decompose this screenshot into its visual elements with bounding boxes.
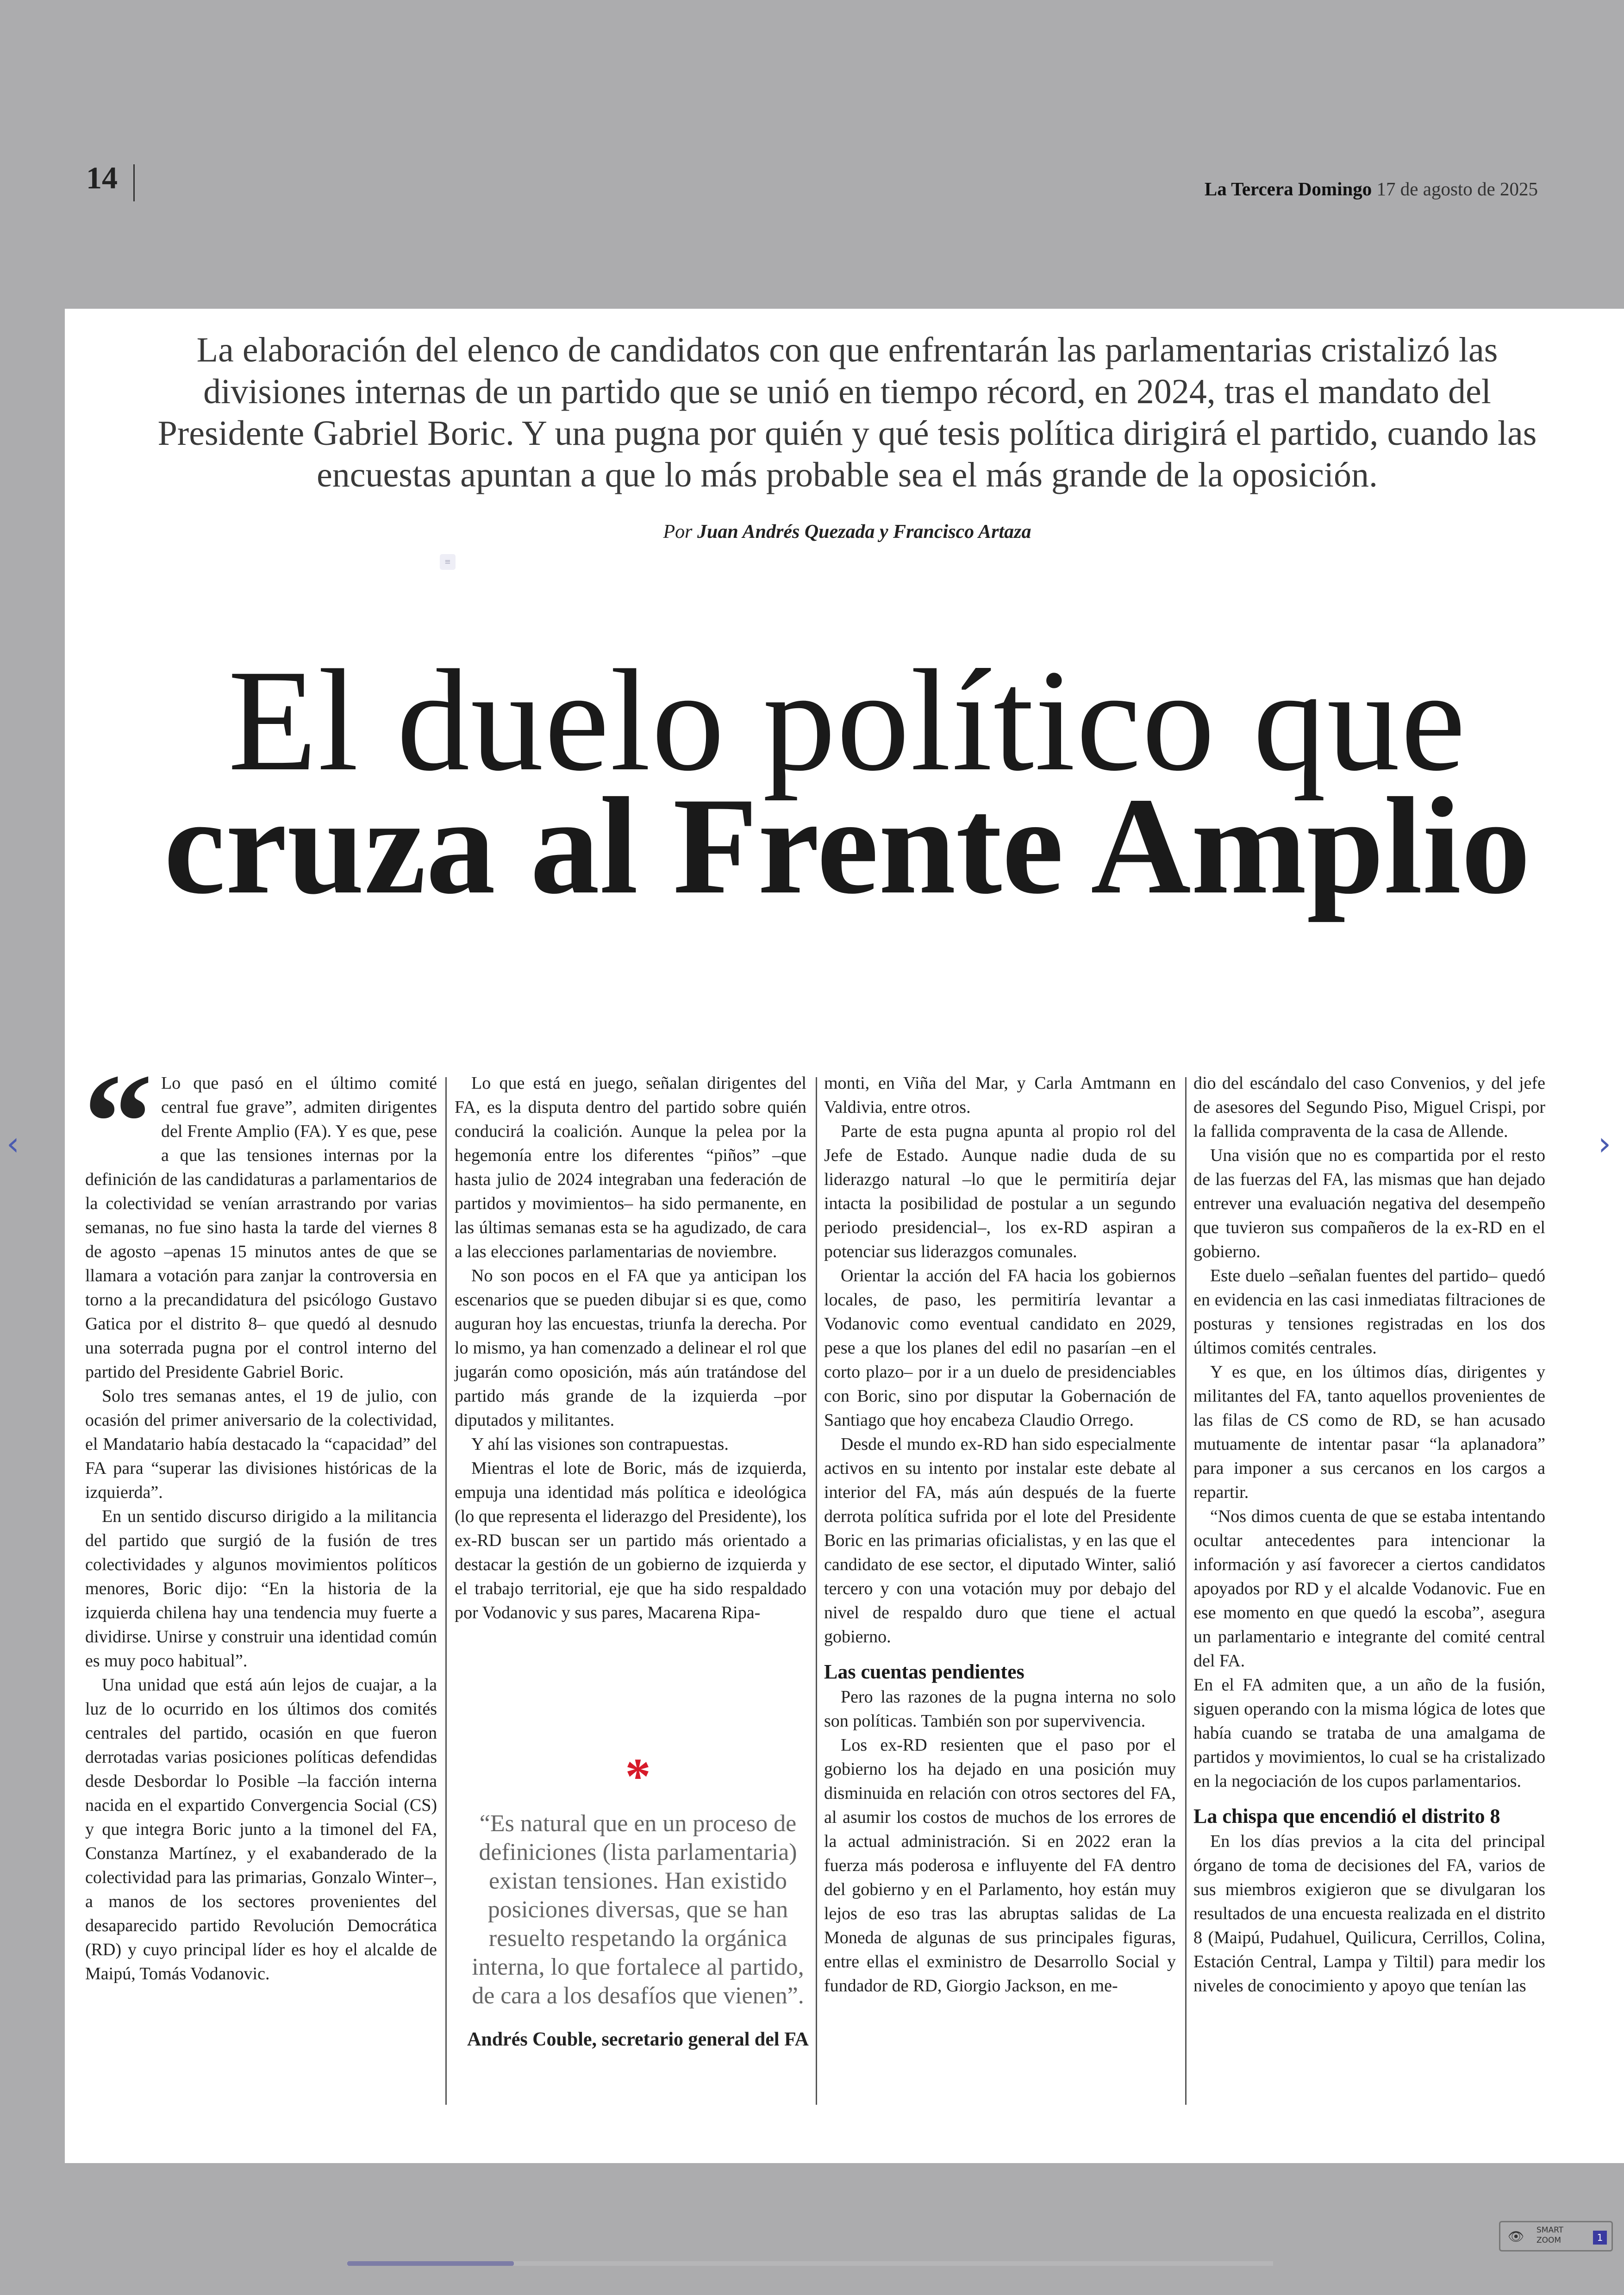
column-rule	[816, 1077, 817, 2105]
column-rule	[1185, 1077, 1187, 2105]
headline-line-1: El duelo político que	[228, 640, 1467, 801]
paragraph: dio del escándalo del caso Convenios, y del jefe de asesores del Segundo Piso, Miguel Crispi, por la fallida compraventa de la casa de Allende.	[1193, 1073, 1545, 1141]
smart-zoom-label: SMART ZOOM	[1537, 2226, 1564, 2245]
publication-name: La Tercera Domingo	[1204, 178, 1372, 200]
paragraph: Lo que está en juego, señalan dirigentes del FA, es la disputa dentro del partido sobre quién conducirá la coalición. Aunque la pelea por la hegemonía entre los diferentes “piños” –que hasta julio de 2024 integraban una federación de partidos y movimientos– ha sido permanente, en las últimas semanas esta se ha agudizado, de cara a las elecciones parlamentarias de noviembre.	[455, 1073, 806, 1261]
column-rule	[445, 1077, 447, 2105]
asterisk-mark: *	[625, 1748, 651, 1804]
opening-quote-mark: “	[83, 1045, 153, 1199]
paragraph: Y es que, en los últimos días, dirigentes y militantes del FA, tanto aquellos provenientes de las filas de CS como de RD, se han acusado mutuamente de intentar pasar “la aplanadora” para imponer a sus cercanos en los cargos a repartir.	[1193, 1362, 1545, 1502]
pull-quote	[462, 1748, 814, 2052]
paragraph: “Nos dimos cuenta de que se estaba intentando ocultar antecedentes para intencionar la información y así favorecer a ciertos candidatos apoyados por RD y el alcalde Vodanovic. Fue en ese momento en que quedó la escoba”, asegura un parlamentario e integrante del comité central del FA.	[1193, 1507, 1545, 1671]
page-number: 14	[86, 160, 118, 195]
paragraph: Este duelo –señalan fuentes del partido– quedó en evidencia en las casi inmediatas filtraciones de posturas y tensiones registradas en los dos últimos comités centrales.	[1193, 1266, 1545, 1358]
article-dek: La elaboración del elenco de candidatos con que enfrentarán las parlamentarias cristalizó las divisiones internas de un partido que se unió en tiempo récord, en 2024, tras el mandato del Presidente Gabriel Boric. Y una pugna por quién y qué tesis política dirigirá el partido, cuando las encuestas apuntan a que lo más probable sea el más grande de la oposición.	[157, 331, 1537, 494]
paragraph: Parte de esta pugna apunta al propio rol del Jefe de Estado. Aunque nadie duda de su liderazgo natural –lo que le permitiría dejar intacta la posibilidad de postular a un segundo periodo presidencial–, los ex-RD aspiran a potenciar sus liderazgos comunales.	[824, 1122, 1176, 1261]
publication-date: 17 de agosto de 2025	[1376, 178, 1538, 200]
paragraph: En los días previos a la cita del principal órgano de toma de decisiones del FA, varios de sus miembros exigieron que se divulgaran los resultados de una encuesta realizada en el distrito 8 (Maipú, Pudahuel, Quilicura, Cerrillos, Colina, Estación Central, Lampa y Tiltil) para medir los niveles de conocimiento y apoyo que tenían las	[1193, 1832, 1545, 1996]
paragraph: Solo tres semanas antes, el 19 de julio, con ocasión del primer aniversario de la colectividad, el Mandatario había destacado la “capacidad” del FA para “superar las divisiones históricas de la izquierda”.	[85, 1386, 437, 1502]
next-page-button[interactable]	[1598, 1125, 1611, 1163]
paragraph: En el FA admiten que, a un año de la fusión, siguen operando con la misma lógica de lotes que había cuando se trataba de una amalgama de partidos y movimientos, lo cual se ha cristalizado en la negociación de los cupos parlamentarios.	[1193, 1675, 1545, 1791]
article-column-3	[824, 1071, 1176, 1998]
paragraph: Y ahí las visiones son contrapuestas.	[471, 1434, 729, 1454]
paragraph: Una unidad que está aún lejos de cuajar, a la luz de lo ocurrido en los últimos dos comités centrales del partido, ocasión en que fueron derrotadas varias posiciones políticas defendidas desde Desbordar lo Posible –la facción interna nacida en el expartido Convergencia Social (CS) y que integra Boric junto a la timonel del FA, Constanza Martínez, y el exabanderado de la colectividad para las primarias, Gonzalo Winter–, a manos de los sectores provenientes del desaparecido partido Revolución Democrática (RD) y cuyo principal líder es hoy el alcalde de Maipú, Tomás Vodanovic.	[85, 1675, 437, 1983]
paragraph: Lo que pasó en el último comité central fue grave”, admiten dirigentes del Frente Amplio (FA). Y es que, pese a que las tensiones internas por la definición de las candidaturas a parlamentarios de la colectividad se venían arrastrando por varias semanas, no fue sino hasta la tarde del viernes 8 de agosto –apenas 15 minutos antes de que se llamara a votación para zanjar la controversia en torno a la precandidatura del psicólogo Gustavo Gatica por el distrito 8– que quedó al desnudo una soterrada pugna por el control interno del partido del Presidente Gabriel Boric.	[85, 1073, 437, 1382]
paragraph: No son pocos en el FA que ya anticipan los escenarios que se pueden dibujar si es que, como auguran hoy las encuestas, triunfa la derecha. Por lo mismo, ya han comenzado a delinear el rol que jugarán como oposición, más aún tratándose del partido más grande de la izquierda –por diputados y militantes.	[455, 1266, 806, 1430]
byline	[65, 521, 1624, 543]
dateline	[1205, 178, 1538, 200]
note-icon[interactable]: ≡	[440, 554, 456, 570]
smart-zoom-toggle[interactable]	[1499, 2221, 1613, 2251]
pull-quote-author: Andrés Couble, secretario general del FA	[467, 2029, 809, 2050]
pull-quote-text: “Es natural que en un proceso de definiciones (lista parlamentaria) existan tensiones. Han existido posiciones diversas, que se han resuelto respetando la orgánica interna, lo que fortalece al partido, de cara a los desafíos que vienen”.	[472, 1810, 804, 2009]
byline-prefix: Por	[663, 521, 693, 543]
chevron-left-icon: ‹	[6, 1125, 19, 1163]
paragraph: Desde el mundo ex-RD han sido especialmente activos en su intento por instalar este debate al interior del FA, más aún después de la fuerte derrota política sufrida por el lote del Presidente Boric en las primarias oficialistas, y en las que el candidato de ese sector, el diputado Winter, salió tercero y con una votación muy por debajo del nivel de respaldo duro que tiene el actual gobierno.	[824, 1434, 1176, 1646]
paragraph: Mientras el lote de Boric, más de izquierda, empuja una identidad más política e ideológica (lo que representa el liderazgo del Presidente), los ex-RD buscan ser un partido más orientado a destacar la gestión de un gobierno de izquierda y el trabajo territorial, eje que ha sido respaldado por Vodanovic y sus pares, Macarena Ripa-	[455, 1459, 806, 1622]
paragraph: Pero las razones de la pugna interna no solo son políticas. También son por supervivencia.	[824, 1687, 1176, 1731]
article-column-1	[83, 1045, 437, 1986]
page-number-divider	[133, 164, 135, 201]
article-column-2	[455, 1071, 806, 1625]
reading-progress-fill	[347, 2261, 514, 2266]
eye-icon: 👁	[1508, 2229, 1524, 2244]
paragraph: Los ex-RD resienten que el paso por el gobierno los ha dejado en una posición muy disminuida en relación con otros sectores del FA, al asumir los costos de muchos de los errores de la actual administración. Si en 2022 eran la fuerza más poderosa e influyente del FA dentro del gobierno y en el Parlamento, hoy están muy lejos de eso tras las abruptas salidas de La Moneda de algunas de sus principales figuras, entre ellas el exministro de Desarrollo Social y fundador de RD, Giorgio Jackson, en me-	[824, 1735, 1176, 1996]
subheading: La chispa que encendió el distrito 8	[1193, 1805, 1500, 1827]
paragraph: Una visión que no es compartida por el resto de las fuerzas del FA, las mismas que han dejado entrever una evaluación negativa del desempeño que tuvieron sus compañeros de la ex-RD en el gobierno.	[1193, 1146, 1545, 1261]
paragraph: En un sentido discurso dirigido a la militancia del partido que surgió de la fusión de tres colectividades y algunos movimientos políticos menores, Boric dijo: “En la historia de la izquierda chilena hay una tendencia muy fuerte a dividirse. Unirse y construir una identidad común es muy poco habitual”.	[85, 1507, 437, 1671]
byline-authors: Juan Andrés Quezada y Francisco Artaza	[697, 521, 1031, 543]
prev-page-button[interactable]	[6, 1125, 19, 1163]
headline-line-2: cruza al Frente Amplio	[163, 769, 1531, 923]
smart-zoom-badge: 1	[1593, 2231, 1607, 2245]
magazine-page	[65, 309, 1624, 2163]
paragraph: Orientar la acción del FA hacia los gobiernos locales, de paso, les permitiría levantar a Vodanovic como eventual candidato en 2029, pese a que los planes del edil no pasarían –en el corto plazo– por ir a un duelo de presidenciables con Boric, sino por disputar la Gobernación de Santiago que hoy encabeza Claudio Orrego.	[824, 1266, 1176, 1430]
article-column-4	[1193, 1071, 1545, 1998]
chevron-right-icon: ›	[1598, 1125, 1611, 1163]
paragraph: monti, en Viña del Mar, y Carla Amtmann en Valdivia, entre otros.	[824, 1073, 1176, 1117]
subheading: Las cuentas pendientes	[824, 1660, 1024, 1683]
